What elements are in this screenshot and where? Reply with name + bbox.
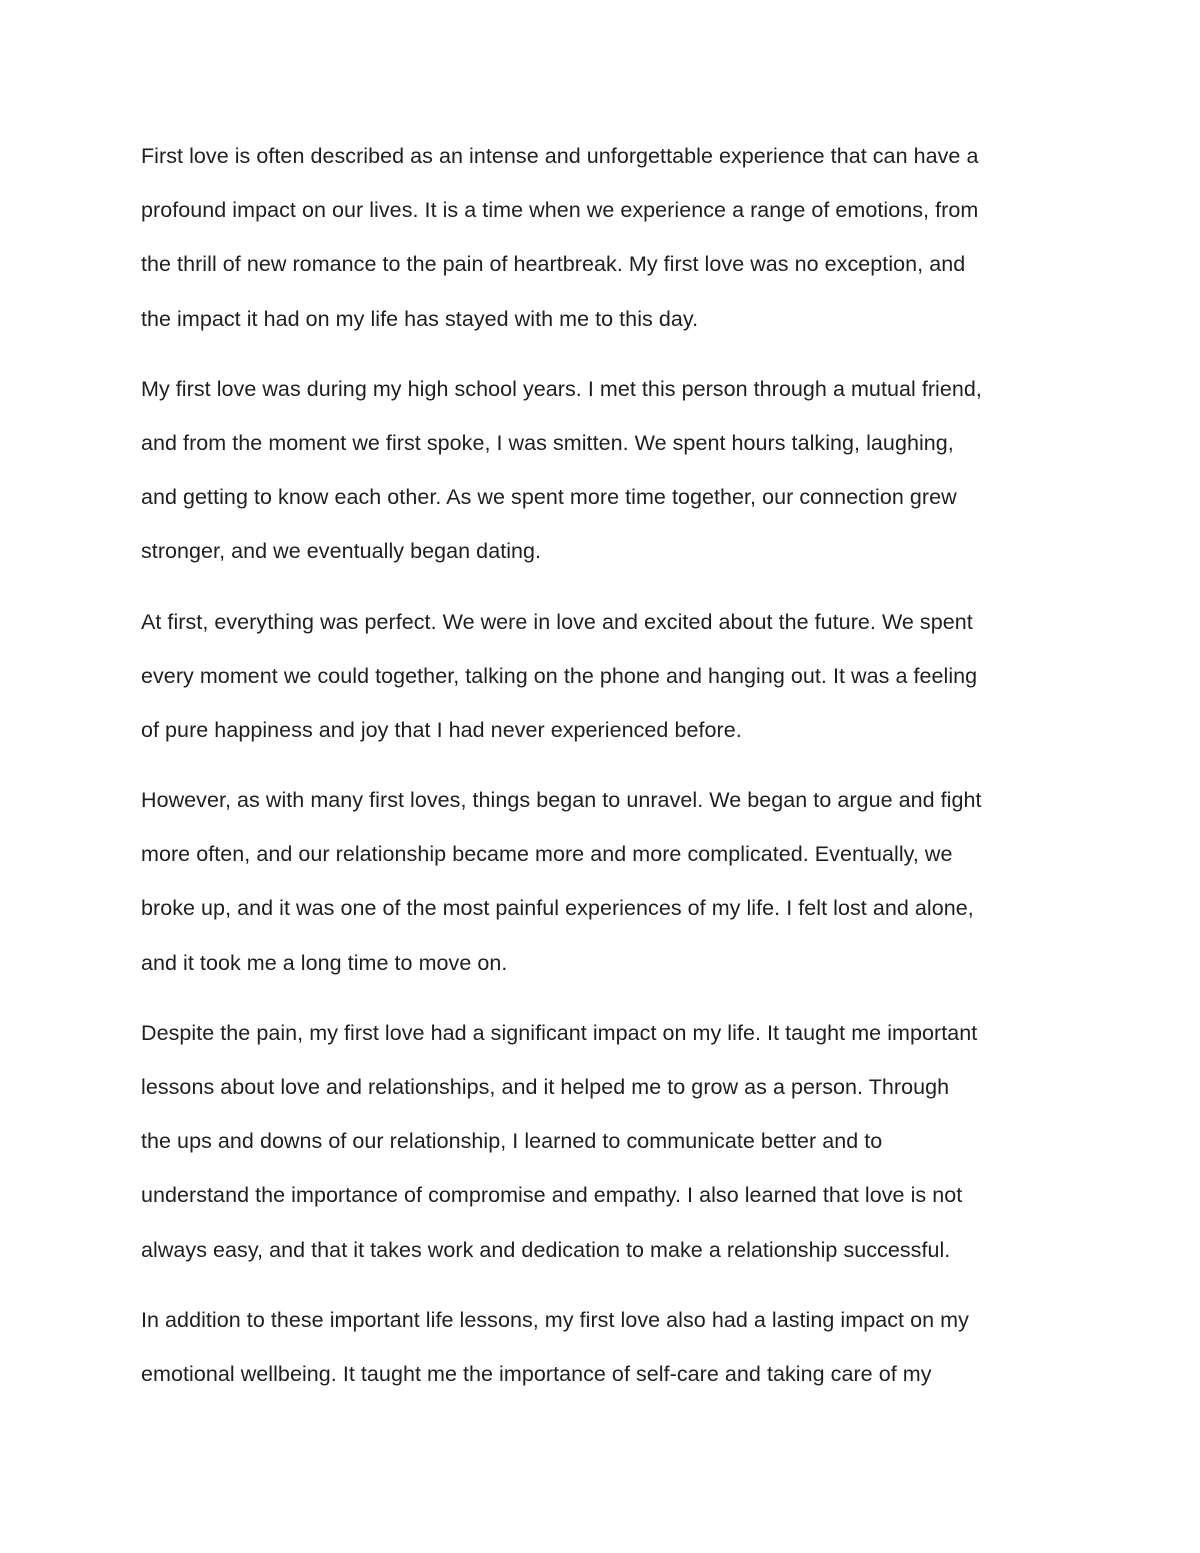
text-line: emotional wellbeing. It taught me the importance of self-care and taking care of my [141,1361,932,1386]
text-line: First love is often described as an intense and unforgettable experience that can have a [141,144,979,168]
paragraph-2 [141,369,1081,586]
text-line: every moment we could together, talking on the phone and hanging out. It was a feeling [141,663,978,688]
text-line: In addition to these important life lessons, my first love also had a lasting impact on my [141,1307,969,1332]
text-line: of pure happiness and joy that I had never experienced before. [141,717,742,742]
paragraph-5 [141,1013,1081,1284]
paragraph-6 [141,1300,1081,1408]
paragraph-4 [141,780,1081,997]
text-line: At first, everything was perfect. We were in love and excited about the future. We spent [141,609,973,634]
text-line: Despite the pain, my first love had a significant impact on my life. It taught me important [141,1020,978,1045]
text-line: broke up, and it was one of the most painful experiences of my life. I felt lost and alone, [141,896,974,921]
document-body [141,136,1081,1424]
text-line: stronger, and we eventually began dating. [141,539,542,564]
text-line: However, as with many first loves, things began to unravel. We began to argue and fight [141,788,982,813]
text-line: the ups and downs of our relationship, I learned to communicate better and to [141,1129,883,1154]
text-line: lessons about love and relationships, and it helped me to grow as a person. Through [141,1075,950,1099]
text-line: the thrill of new romance to the pain of heartbreak. My first love was no exception, and [141,252,966,277]
text-line: and from the moment we first spoke, I was smitten. We spent hours talking, laughing, [141,430,954,455]
text-line: My first love was during my high school years. I met this person through a mutual friend, [141,376,982,401]
paragraph-3 [141,602,1081,765]
text-line: the impact it had on my life has stayed with me to this day. [141,306,699,331]
paragraph-1 [141,136,1081,353]
text-line: and it took me a long time to move on. [141,950,508,975]
text-line: and getting to know each other. As we spent more time together, our connection grew [141,485,957,510]
text-line: more often, and our relationship became more and more complicated. Eventually, we [141,842,953,867]
text-line: understand the importance of compromise and empathy. I also learned that love is not [141,1183,963,1208]
text-line: profound impact on our lives. It is a time when we experience a range of emotions, from [141,198,979,223]
text-line: always easy, and that it takes work and dedication to make a relationship successful. [141,1237,951,1262]
